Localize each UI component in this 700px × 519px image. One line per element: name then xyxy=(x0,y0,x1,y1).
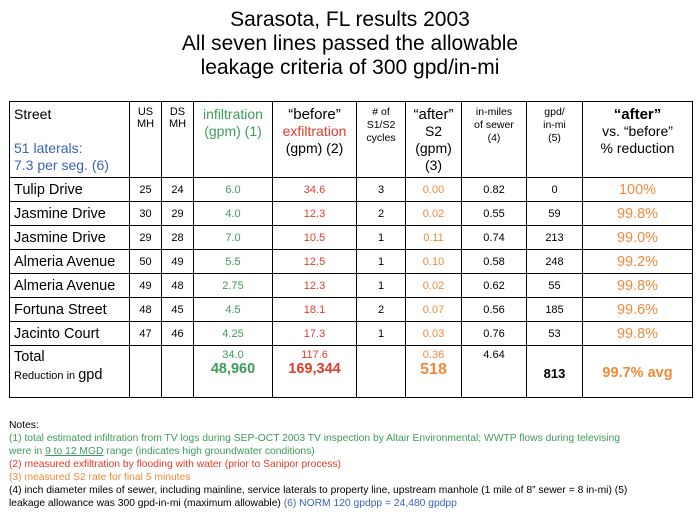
ds-mh-cell: 28 xyxy=(162,226,194,250)
inmiles-cell: 0.76 xyxy=(462,322,527,346)
infiltration-cell: 2.75 xyxy=(194,274,273,298)
note-6-text: (6) NORM 120 gpdpp = 24,480 gpdpp xyxy=(283,498,457,509)
laterals-note-1: 51 laterals: xyxy=(14,140,83,156)
total-cycles-cell xyxy=(357,346,406,398)
before-cell: 34.6 xyxy=(273,178,357,202)
gpd-cell: 185 xyxy=(527,298,583,322)
us-mh-cell: 29 xyxy=(130,226,162,250)
ds-mh-cell: 24 xyxy=(162,178,194,202)
inmiles-cell: 0.62 xyxy=(462,274,527,298)
us-mh-label: MH xyxy=(136,118,155,130)
after-unit: (gpm) xyxy=(415,140,452,156)
after-s2-header xyxy=(406,102,462,178)
before-header xyxy=(273,102,357,178)
after-note: (3) xyxy=(424,157,443,173)
infiltration-unit: (gpm) (1) xyxy=(204,123,262,139)
note-2: (2) measured exfiltration by flooding with water (prior to Sanipor process) xyxy=(9,459,341,470)
total-ds-mh-cell xyxy=(162,346,194,398)
table-row xyxy=(10,322,693,346)
slide-subtitle-line-2: leakage criteria of 300 gpd/in-mi xyxy=(200,56,500,79)
reduction-cell: 99.2% xyxy=(583,250,693,274)
gpd-note: (5) xyxy=(548,132,561,144)
after-cell: 0.10 xyxy=(406,250,462,274)
total-label-cell xyxy=(10,346,130,398)
total-infiltration-gpd: 48,960 xyxy=(210,361,256,377)
before-cell: 12.3 xyxy=(273,202,357,226)
cycles-cell: 2 xyxy=(357,298,406,322)
slide-title: Sarasota, FL results 2003 xyxy=(230,8,470,31)
table-row xyxy=(10,298,693,322)
cycles-cell: 3 xyxy=(357,178,406,202)
infiltration-cell: 6.0 xyxy=(194,178,273,202)
gpd-label-1: gpd/ xyxy=(544,106,565,118)
before-cell: 12.3 xyxy=(273,274,357,298)
ds-mh-cell: 49 xyxy=(162,250,194,274)
table-row xyxy=(10,226,693,250)
cycles-cell: 1 xyxy=(357,226,406,250)
cycles-cell: 1 xyxy=(357,250,406,274)
inmiles-cell: 0.55 xyxy=(462,202,527,226)
infiltration-label: infiltration xyxy=(203,106,263,122)
cycles-label-2: S1/S2 xyxy=(366,119,396,131)
ds-mh-cell: 45 xyxy=(162,298,194,322)
us-mh-cell: 49 xyxy=(130,274,162,298)
reduction-percent-label: % reduction xyxy=(600,140,675,156)
table-row xyxy=(10,178,693,202)
street-cell: Fortuna Street xyxy=(10,298,130,322)
inmiles-cell: 0.74 xyxy=(462,226,527,250)
gpd-cell: 55 xyxy=(527,274,583,298)
notes-heading: Notes: xyxy=(9,420,39,431)
inmiles-cell: 0.82 xyxy=(462,178,527,202)
street-header xyxy=(10,102,130,178)
laterals-note-2: 7.3 per seg. (6) xyxy=(14,157,109,173)
note-4-line-1: (4) inch diameter miles of sewer, including mainline, service laterals to property line, upstream manhole (1 mile of 8” sewer = 8 in-mi) (5) xyxy=(9,485,628,496)
total-gpd-cell: 813 xyxy=(527,346,583,398)
reduction-cell: 100% xyxy=(583,178,693,202)
reduction-cell: 99.0% xyxy=(583,226,693,250)
reduction-cell: 99.8% xyxy=(583,322,693,346)
total-after-gpm: 0.36 xyxy=(422,349,445,361)
table-row xyxy=(10,202,693,226)
note-4-line-2 xyxy=(9,497,699,510)
infiltration-header xyxy=(194,102,273,178)
gpd-cell: 213 xyxy=(527,226,583,250)
ds-mh-label: MH xyxy=(168,118,187,130)
gpd-cell: 248 xyxy=(527,250,583,274)
infiltration-cell: 4.25 xyxy=(194,322,273,346)
street-header-label: Street xyxy=(14,106,52,122)
street-cell: Tulip Drive xyxy=(10,178,130,202)
total-infiltration-cell xyxy=(194,346,273,398)
cycles-cell: 1 xyxy=(357,274,406,298)
before-cell: 10.5 xyxy=(273,226,357,250)
us-mh-header xyxy=(130,102,162,178)
infiltration-cell: 5.5 xyxy=(194,250,273,274)
total-infiltration-gpm: 34.0 xyxy=(222,349,244,361)
header-row xyxy=(10,102,693,178)
us-label: US xyxy=(137,106,154,118)
gpd-text: gpd xyxy=(78,367,103,383)
cycles-header xyxy=(357,102,406,178)
total-before-gpm: 117.6 xyxy=(301,349,328,361)
gpd-label-2: in-mi xyxy=(543,119,566,131)
gpd-header xyxy=(527,102,583,178)
reduction-cell: 99.6% xyxy=(583,298,693,322)
infiltration-cell: 4.0 xyxy=(194,202,273,226)
cycles-cell: 1 xyxy=(357,322,406,346)
total-after-cell xyxy=(406,346,462,398)
note-1-mgd-range: 9 to 12 MGD xyxy=(45,446,104,457)
after-s2-label: S2 xyxy=(424,123,443,139)
before-label: “before” xyxy=(288,106,341,123)
us-mh-cell: 25 xyxy=(130,178,162,202)
street-cell: Jasmine Drive xyxy=(10,226,130,250)
notes-section xyxy=(9,419,699,510)
note-1-line-1: (1) total estimated infiltration from TV logs during SEP-OCT 2003 TV inspection by Altair Environmental; WWTP flows during televising xyxy=(9,433,621,444)
infiltration-cell: 7.0 xyxy=(194,226,273,250)
inmiles-label-1: in-miles xyxy=(475,106,513,118)
before-cell: 12.5 xyxy=(273,250,357,274)
after-cell: 0.11 xyxy=(406,226,462,250)
before-unit: (gpm) (2) xyxy=(285,140,344,156)
gpd-cell: 0 xyxy=(527,178,583,202)
total-label: Total xyxy=(14,349,45,365)
reduction-cell: 99.8% xyxy=(583,274,693,298)
after-cell: 0.02 xyxy=(406,202,462,226)
street-cell: Jacinto Court xyxy=(10,322,130,346)
inmiles-cell: 0.58 xyxy=(462,250,527,274)
cycles-label-1: # of xyxy=(372,106,390,118)
total-before-cell xyxy=(273,346,357,398)
us-mh-cell: 50 xyxy=(130,250,162,274)
note-5-text: leakage allowance was 300 gpd-in-mi (maximum allowable) xyxy=(9,498,284,509)
street-cell: Almeria Avenue xyxy=(10,274,130,298)
before-cell: 18.1 xyxy=(273,298,357,322)
total-before-gpd: 169,344 xyxy=(288,361,341,377)
after-cell: 0.07 xyxy=(406,298,462,322)
total-row xyxy=(10,346,693,398)
reduction-before-label: vs. “before” xyxy=(602,123,673,139)
after-cell: 0.03 xyxy=(406,322,462,346)
before-cell: 17.3 xyxy=(273,322,357,346)
ds-mh-cell: 46 xyxy=(162,322,194,346)
ds-mh-cell: 29 xyxy=(162,202,194,226)
cycles-label-3: cycles xyxy=(366,132,396,144)
inmiles-note: (4) xyxy=(487,132,501,144)
infiltration-cell: 4.5 xyxy=(194,298,273,322)
reduction-header xyxy=(583,102,693,178)
street-cell: Almeria Avenue xyxy=(10,250,130,274)
total-us-mh-cell xyxy=(130,346,162,398)
inmiles-cell: 0.56 xyxy=(462,298,527,322)
after-cell: 0.00 xyxy=(406,178,462,202)
ds-mh-header xyxy=(162,102,194,178)
reduction-gpd-label xyxy=(14,367,125,383)
table-row xyxy=(10,250,693,274)
street-cell: Jasmine Drive xyxy=(10,202,130,226)
exfiltration-label: exfiltration xyxy=(282,123,347,139)
results-table xyxy=(9,101,693,398)
note-1-line-2 xyxy=(9,445,699,458)
us-mh-cell: 48 xyxy=(130,298,162,322)
gpd-cell: 53 xyxy=(527,322,583,346)
us-mh-cell: 47 xyxy=(130,322,162,346)
inmiles-label-2: of sewer xyxy=(474,119,514,131)
note-1-prefix: were in xyxy=(9,446,46,457)
note-1-suffix: range (indicates high groundwater conditions) xyxy=(103,446,315,457)
total-inmiles-cell: 4.64 xyxy=(462,346,527,398)
slide-subtitle-line-1: All seven lines passed the allowable xyxy=(181,32,519,55)
after-label: “after” xyxy=(413,106,454,123)
cycles-cell: 2 xyxy=(357,202,406,226)
total-reduction-cell: 99.7% avg xyxy=(583,346,693,398)
reduction-in-text: Reduction in xyxy=(14,370,79,382)
ds-mh-cell: 48 xyxy=(162,274,194,298)
inmiles-header xyxy=(462,102,527,178)
table-row xyxy=(10,274,693,298)
after-cell: 0.02 xyxy=(406,274,462,298)
total-after-gpd: 518 xyxy=(420,361,447,378)
reduction-after-label: “after” xyxy=(613,106,662,123)
us-mh-cell: 30 xyxy=(130,202,162,226)
gpd-cell: 59 xyxy=(527,202,583,226)
note-3: (3) measured S2 rate for final 5 minutes xyxy=(9,472,191,483)
reduction-cell: 99.8% xyxy=(583,202,693,226)
ds-label: DS xyxy=(169,106,186,118)
